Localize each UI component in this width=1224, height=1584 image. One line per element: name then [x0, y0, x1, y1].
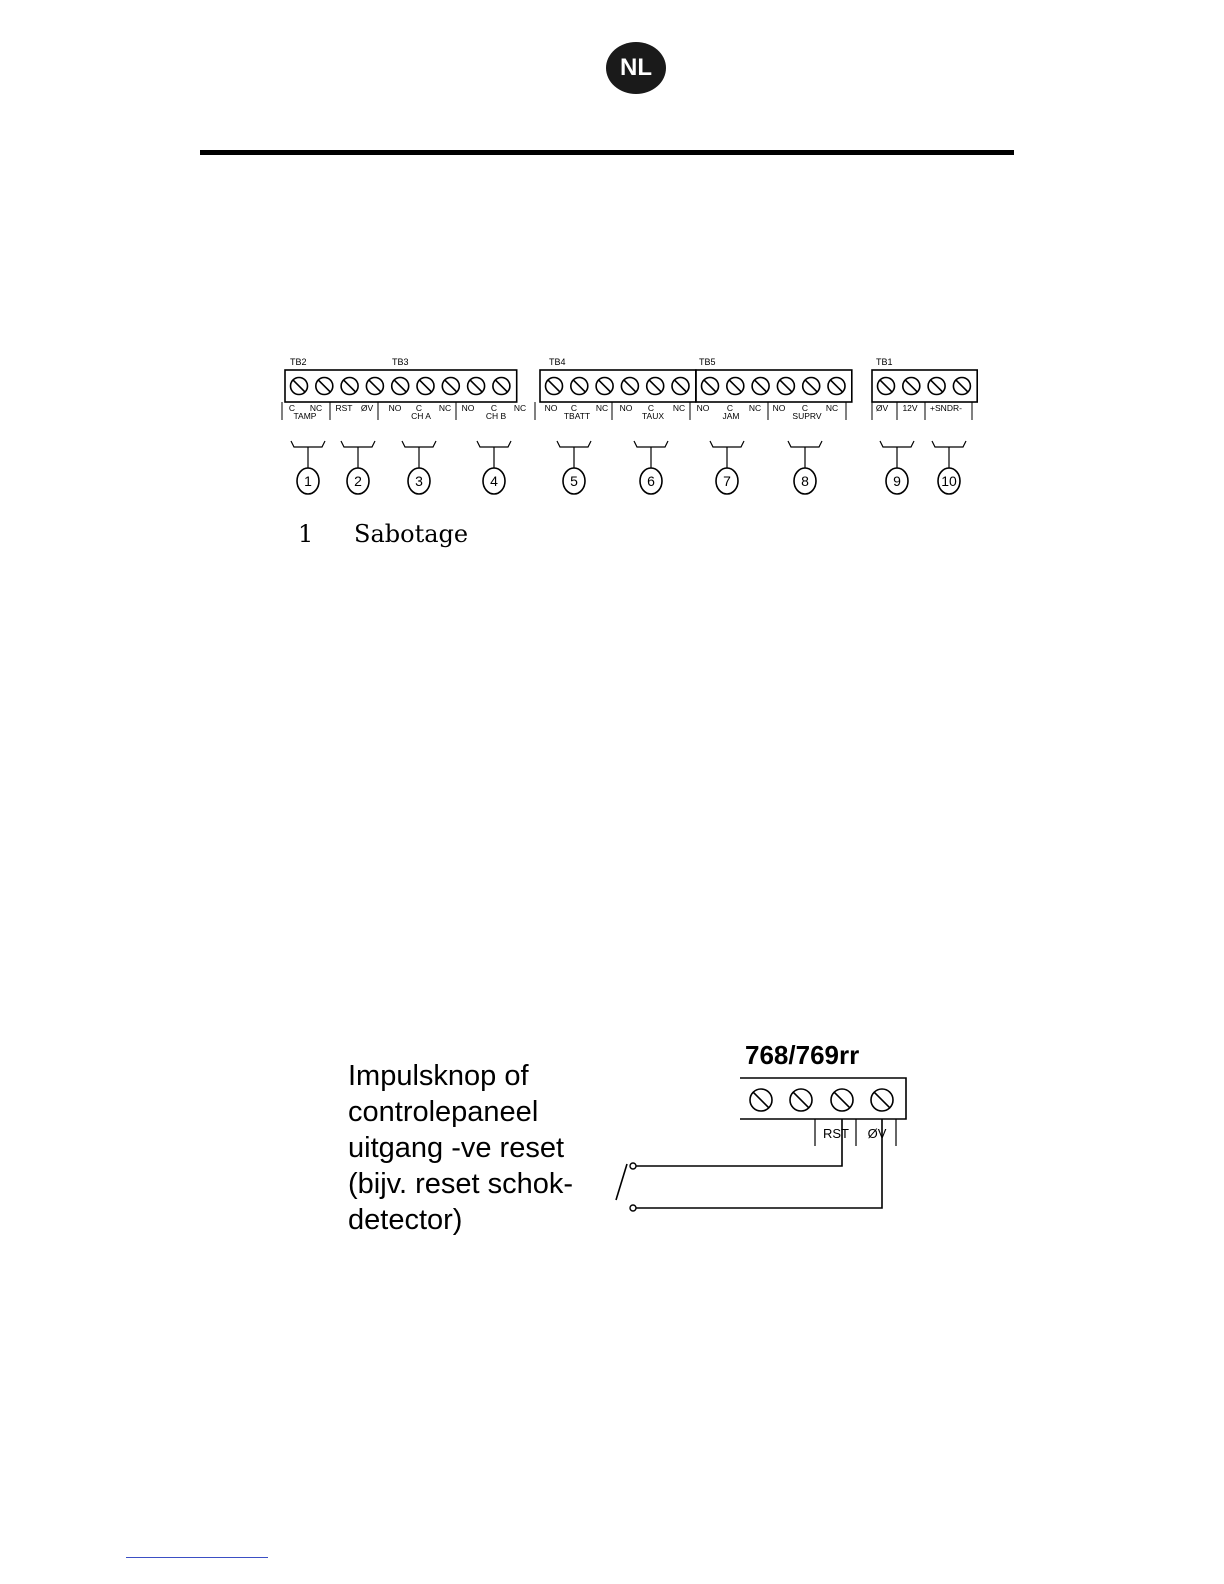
- switch-contact: [630, 1163, 636, 1169]
- callout-bracket: [341, 441, 375, 447]
- callout-bracket: [710, 441, 744, 447]
- terminal-label: NC: [513, 403, 527, 413]
- rst-wire: [636, 1119, 842, 1166]
- screw-slot: [905, 380, 917, 392]
- ov-label: ØV: [867, 1126, 887, 1141]
- block-title: TB2: [290, 357, 307, 367]
- terminal-label: C: [726, 403, 734, 413]
- callout-number: 1: [304, 473, 312, 489]
- footer-link-underline: [126, 1557, 268, 1558]
- group-label: SUPRV: [792, 411, 822, 421]
- callout-bracket: [291, 441, 325, 447]
- terminal-label: RST: [335, 403, 353, 413]
- screw-slot: [548, 380, 560, 392]
- switch-contact: [630, 1205, 636, 1211]
- terminal-label: NO: [696, 403, 710, 413]
- screw-slot: [704, 380, 716, 392]
- callout-number: 8: [801, 473, 809, 489]
- screw-slot: [874, 1092, 889, 1107]
- callout-bracket: [402, 441, 436, 447]
- callout-bracket: [557, 441, 591, 447]
- screw-slot: [931, 380, 943, 392]
- screw-slot: [834, 1092, 849, 1107]
- callout-number: 2: [354, 473, 362, 489]
- screw-slot: [470, 380, 482, 392]
- screw-slot: [831, 380, 843, 392]
- block-title: TB4: [549, 357, 566, 367]
- screw-slot: [293, 380, 305, 392]
- screw-slot: [649, 380, 661, 392]
- group-label: TAUX: [641, 411, 665, 421]
- terminal-label: NO: [772, 403, 786, 413]
- callout-number: 6: [647, 473, 655, 489]
- terminal-label: NC: [595, 403, 609, 413]
- terminal-label: ØV: [360, 403, 374, 413]
- screw-slot: [805, 380, 817, 392]
- screw-slot: [780, 380, 792, 392]
- callout-number: 7: [723, 473, 731, 489]
- block-title: TB1: [876, 357, 893, 367]
- terminal-label: ØV: [875, 403, 889, 413]
- group-label: TAMP: [293, 411, 317, 421]
- screw-slot: [369, 380, 381, 392]
- terminal-label: NO: [461, 403, 475, 413]
- terminal-label: NC: [825, 403, 839, 413]
- terminal-label: NC: [672, 403, 686, 413]
- screw-slot: [880, 380, 892, 392]
- language-badge: NL: [606, 42, 666, 94]
- block-title: TB3: [392, 357, 409, 367]
- screw-slot: [753, 1092, 768, 1107]
- terminal-label: C: [647, 403, 655, 413]
- rst-label: RST: [823, 1126, 849, 1141]
- screw-slot: [793, 1092, 808, 1107]
- terminal-label: C: [415, 403, 423, 413]
- group-label: JAM: [722, 411, 740, 421]
- screw-slot: [956, 380, 968, 392]
- screw-slot: [755, 380, 767, 392]
- screw-slot: [495, 380, 507, 392]
- screw-slot: [624, 380, 636, 392]
- terminal-label: NC: [438, 403, 452, 413]
- switch-lever: [616, 1164, 627, 1200]
- model-label: 768/769rr: [745, 1040, 860, 1070]
- callout-number: 3: [415, 473, 423, 489]
- legend-number: 1: [298, 520, 314, 548]
- terminal-block-diagram: [270, 350, 990, 510]
- terminal-label: C: [490, 403, 498, 413]
- terminal-label: 12V: [902, 403, 918, 413]
- terminal-label: C: [570, 403, 578, 413]
- terminal-label: C: [801, 403, 809, 413]
- reset-wiring-diagram: [600, 1040, 920, 1230]
- terminal-label: NC: [309, 403, 323, 413]
- block-title: TB5: [699, 357, 716, 367]
- screw-slot: [420, 380, 432, 392]
- reset-caption: Impulsknop of controlepaneel uitgang -ve reset (bijv. reset schok- detector): [348, 1060, 574, 1236]
- callout-number: 9: [893, 473, 901, 489]
- callout-bracket: [880, 441, 914, 447]
- callout-bracket: [634, 441, 668, 447]
- group-label: CH B: [485, 411, 507, 421]
- header-rule: [200, 150, 1014, 155]
- group-label: TBATT: [563, 411, 591, 421]
- callout-bracket: [788, 441, 822, 447]
- screw-slot: [394, 380, 406, 392]
- callout-number: 5: [570, 473, 578, 489]
- terminal-label: NO: [388, 403, 402, 413]
- callout-number: 10: [941, 473, 957, 489]
- group-label: CH A: [411, 411, 431, 421]
- terminal-label: NC: [748, 403, 762, 413]
- screw-slot: [344, 380, 356, 392]
- legend-label: Sabotage: [354, 520, 469, 548]
- screw-slot: [445, 380, 457, 392]
- screw-slot: [599, 380, 611, 392]
- callout-number: 4: [490, 473, 498, 489]
- screw-slot: [675, 380, 687, 392]
- legend-item: [298, 520, 468, 548]
- callout-bracket: [932, 441, 966, 447]
- screw-slot: [729, 380, 741, 392]
- callout-bracket: [477, 441, 511, 447]
- screw-slot: [573, 380, 585, 392]
- terminal-label: NO: [619, 403, 633, 413]
- screw-slot: [318, 380, 330, 392]
- terminal-label: +SNDR-: [930, 403, 962, 413]
- terminal-label: NO: [544, 403, 558, 413]
- terminal-label: C: [288, 403, 296, 413]
